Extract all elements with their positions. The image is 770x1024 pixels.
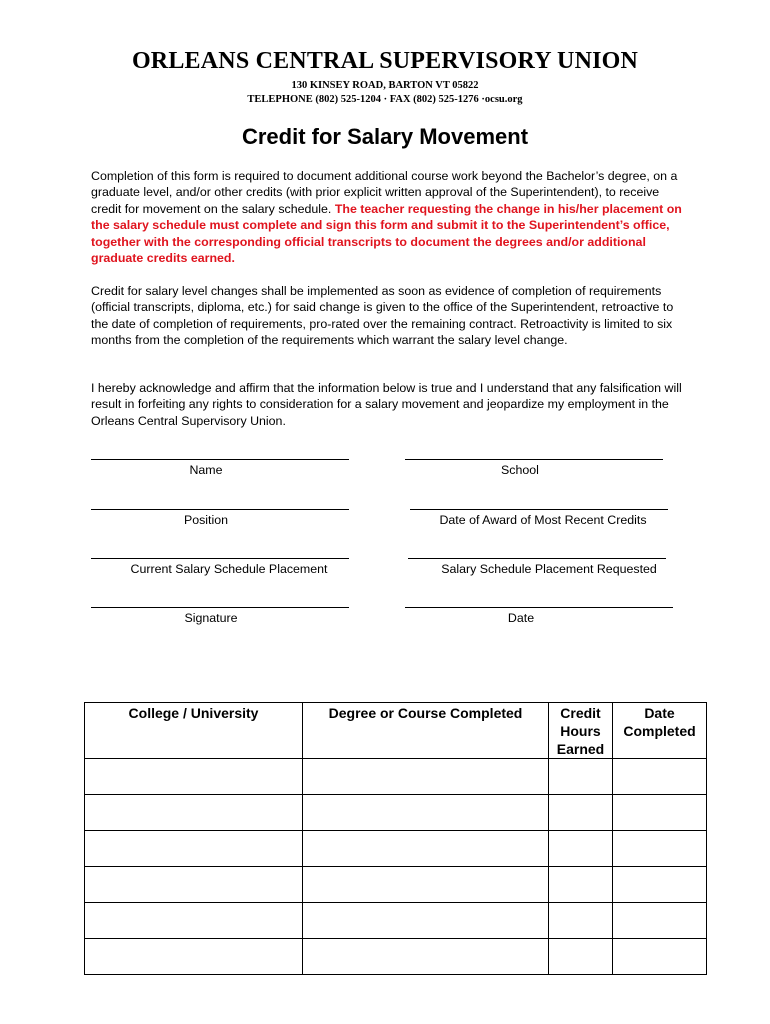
credit-hours-cell[interactable] — [549, 795, 613, 831]
degree-cell[interactable] — [303, 795, 549, 831]
date-completed-cell[interactable] — [613, 867, 707, 903]
degree-cell[interactable] — [303, 759, 549, 795]
position-label: Position — [183, 513, 229, 527]
signature-label: Signature — [184, 611, 238, 625]
degree-cell[interactable] — [303, 867, 549, 903]
intro-paragraph — [91, 168, 691, 266]
requested-placement-line[interactable] — [408, 558, 666, 559]
col-header-college: College / University — [85, 703, 303, 759]
degree-cell[interactable] — [303, 903, 549, 939]
intro-text: Completion of this form is required to document additional course work beyond the Bachelor’s degree, on a graduate level, and/or other credits (with prior explicit written approval of the Superintendent), to receive credit for movement on the salary schedule. — [91, 169, 678, 216]
signature-line[interactable] — [91, 607, 349, 608]
school-label: School — [501, 463, 539, 477]
credit-hours-cell[interactable] — [549, 903, 613, 939]
table-row — [85, 867, 707, 903]
course-table — [84, 702, 707, 975]
credit-hours-cell[interactable] — [549, 831, 613, 867]
current-placement-label: Current Salary Schedule Placement — [130, 562, 328, 576]
table-row — [85, 759, 707, 795]
college-cell[interactable] — [85, 759, 303, 795]
date-line[interactable] — [405, 607, 673, 608]
acknowledgement-paragraph: I hereby acknowledge and affirm that the information below is true and I understand that any falsification will result in forfeiting any rights to consideration for a salary movement and jeopardize my employment in the Orleans Central Supervisory Union. — [91, 381, 682, 428]
college-cell[interactable] — [85, 867, 303, 903]
date-header-line1: Date — [644, 705, 675, 721]
requested-placement-label: Salary Schedule Placement Requested — [441, 562, 657, 576]
date-completed-cell[interactable] — [613, 759, 707, 795]
org-contact: TELEPHONE (802) 525-1204 · FAX (802) 525-1276 ·ocsu.org — [247, 94, 523, 105]
table-row — [85, 795, 707, 831]
table-row — [85, 939, 707, 975]
credit-header-line1: Credit — [560, 705, 601, 721]
date-header-line2: Completed — [623, 723, 696, 739]
course-table-header — [85, 703, 707, 759]
degree-cell[interactable] — [303, 831, 549, 867]
col-header-date-completed — [613, 703, 707, 759]
school-line[interactable] — [405, 459, 663, 460]
name-line[interactable] — [91, 459, 349, 460]
form-title: Credit for Salary Movement — [241, 124, 529, 149]
col-header-credit-hours — [549, 703, 613, 759]
date-completed-cell[interactable] — [613, 795, 707, 831]
date-completed-cell[interactable] — [613, 903, 707, 939]
intro-instruction-text: The teacher requesting the change in his/her placement on the salary schedule must complete and sign this form and submit it to the Superintendent’s office, together with the corresponding official transcripts to document the degrees and/or additional graduate credits earned. — [91, 201, 682, 266]
credit-header-line3: Earned — [556, 741, 605, 757]
college-cell[interactable] — [85, 903, 303, 939]
date-of-award-label: Date of Award of Most Recent Credits — [439, 513, 647, 527]
date-label: Date — [507, 611, 535, 625]
org-title: ORLEANS CENTRAL SUPERVISORY UNION — [131, 48, 639, 74]
implementation-paragraph: Credit for salary level changes shall be implemented as soon as evidence of completion of requirements (official transcripts, diploma, etc.) for said change is given to the office of the Superintendent, retroactive to the date of completion of requirements, pro-rated over the remaining contract. Retroactivity is limited to six months from the completion of the requirements which warrant the salary level change. — [91, 284, 674, 348]
degree-cell[interactable] — [303, 939, 549, 975]
position-line[interactable] — [91, 509, 349, 510]
credit-hours-cell[interactable] — [549, 867, 613, 903]
college-cell[interactable] — [85, 939, 303, 975]
org-address: 130 KINSEY ROAD, BARTON VT 05822 — [291, 80, 479, 91]
col-header-degree: Degree or Course Completed — [303, 703, 549, 759]
table-row — [85, 831, 707, 867]
credit-hours-cell[interactable] — [549, 939, 613, 975]
name-label: Name — [189, 463, 223, 477]
current-placement-line[interactable] — [91, 558, 349, 559]
date-of-award-line[interactable] — [410, 509, 668, 510]
table-row — [85, 903, 707, 939]
date-completed-cell[interactable] — [613, 939, 707, 975]
date-completed-cell[interactable] — [613, 831, 707, 867]
credit-hours-cell[interactable] — [549, 759, 613, 795]
college-cell[interactable] — [85, 831, 303, 867]
college-cell[interactable] — [85, 795, 303, 831]
credit-header-line2: Hours — [560, 723, 601, 739]
